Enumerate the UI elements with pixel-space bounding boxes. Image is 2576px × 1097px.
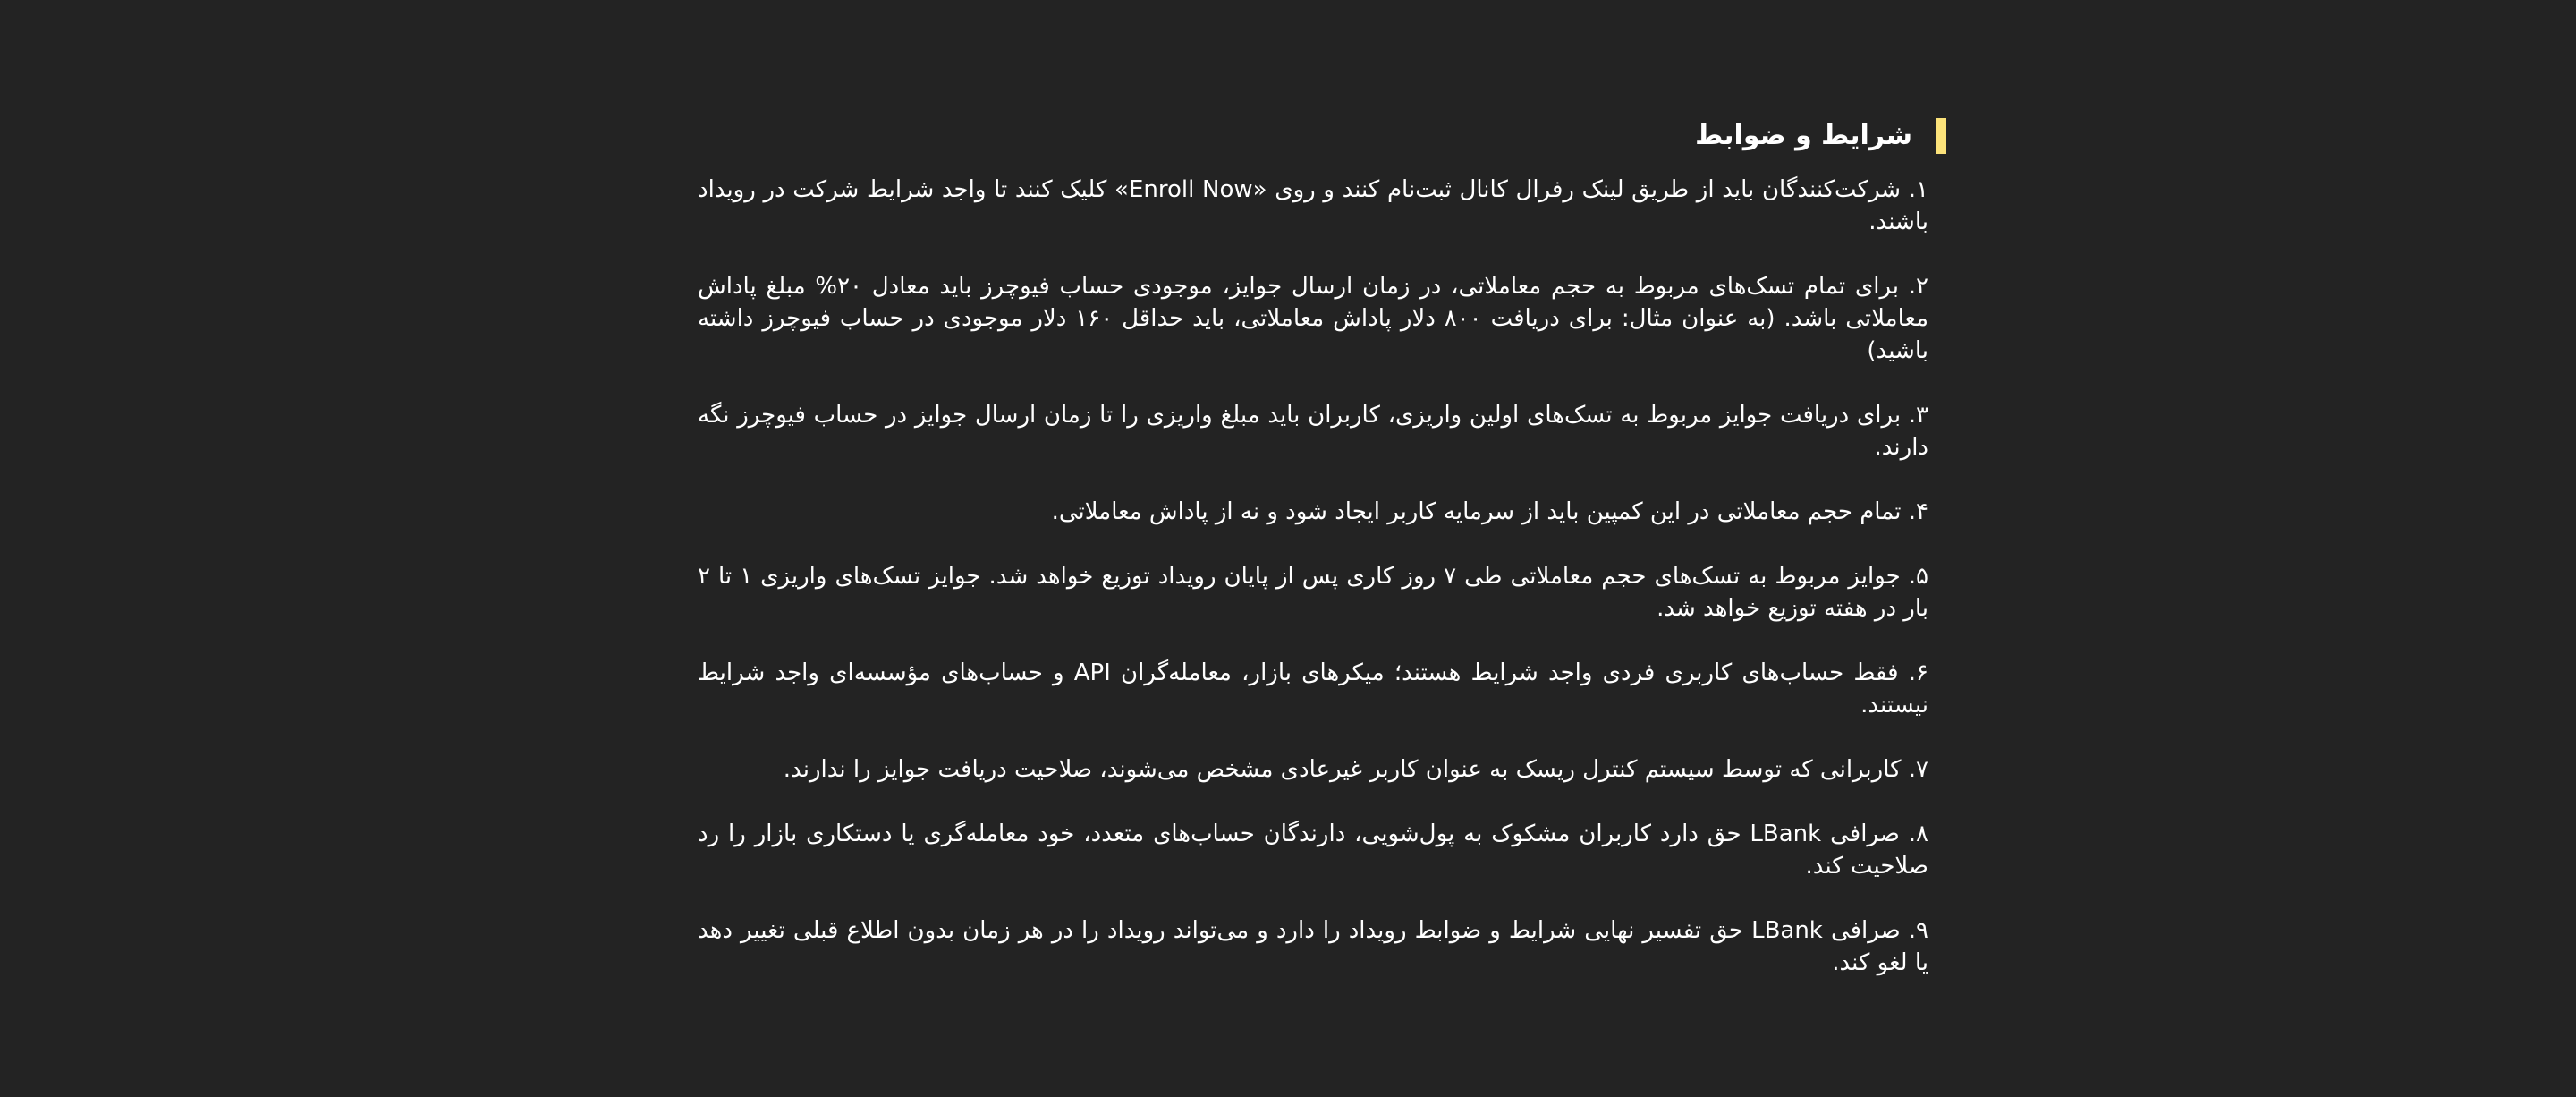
section-title: شرایط و ضوابط: [1695, 120, 1912, 151]
terms-and-conditions-section: [698, 118, 1928, 1011]
term-item-3: ۳. برای دریافت جوایز مربوط به تسک‌های اولین واریزی، کاربران باید مبلغ واریزی را تا زمان ارسال جوایز در حساب فیوچرز نگه دارند.: [698, 402, 1928, 461]
term-item-2: ۲. برای تمام تسک‌های مربوط به حجم معاملاتی، در زمان ارسال جوایز، موجودی حساب فیوچرز باید معادل ۲۰% مبلغ پاداش معاملاتی باشد. (به عنوان مثال: برای دریافت ۸۰۰ دلار پاداش معاملاتی، باید حداقل ۱۶۰ دلار موجودی در حساب فیوچرز داشته باشید): [698, 273, 1929, 364]
term-item-8: ۸. صرافی LBank حق دارد کاربران مشکوک به پول‌شویی، دارندگان حساب‌های متعدد، خود معامله‌گری یا دستکاری بازار را رد صلاحیت کند.: [698, 821, 1928, 880]
term-item-7: ۷. کاربرانی که توسط سیستم کنترل ریسک به عنوان کاربر غیرعادی مشخص می‌شوند، صلاحیت دریافت جوایز را ندارند.: [783, 756, 1928, 783]
terms-list: [698, 174, 1928, 979]
term-item-9: ۹. صرافی LBank حق تفسیر نهایی شرایط و ضوابط رویداد را دارد و می‌تواند رویداد را در هر زمان بدون اطلاع قبلی تغییر دهد یا لغو کند.: [698, 917, 1928, 976]
title-accent-bar: [1936, 118, 1946, 154]
section-header: [698, 118, 1928, 154]
term-item-1: ۱. شرکت‌کنندگان باید از طریق لینک رفرال کانال ثبت‌نام کنند و روی «Enroll Now» کلیک کنند تا واجد شرایط شرکت در رویداد باشند.: [698, 176, 1928, 235]
term-item-5: ۵. جوایز مربوط به تسک‌های حجم معاملاتی طی ۷ روز کاری پس از پایان رویداد توزیع خواهد شد. جوایز تسک‌های واریزی ۱ تا ۲ بار در هفته توزیع خواهد شد.: [698, 563, 1928, 622]
term-item-6: ۶. فقط حساب‌های کاربری فردی واجد شرایط هستند؛ میکرهای بازار، معامله‌گران API و حساب‌های مؤسسه‌ای واجد شرایط نیستند.: [698, 659, 1928, 719]
term-item-4: ۴. تمام حجم معاملاتی در این کمپین باید از سرمایه کاربر ایجاد شود و نه از پاداش معاملاتی.: [1051, 498, 1928, 525]
